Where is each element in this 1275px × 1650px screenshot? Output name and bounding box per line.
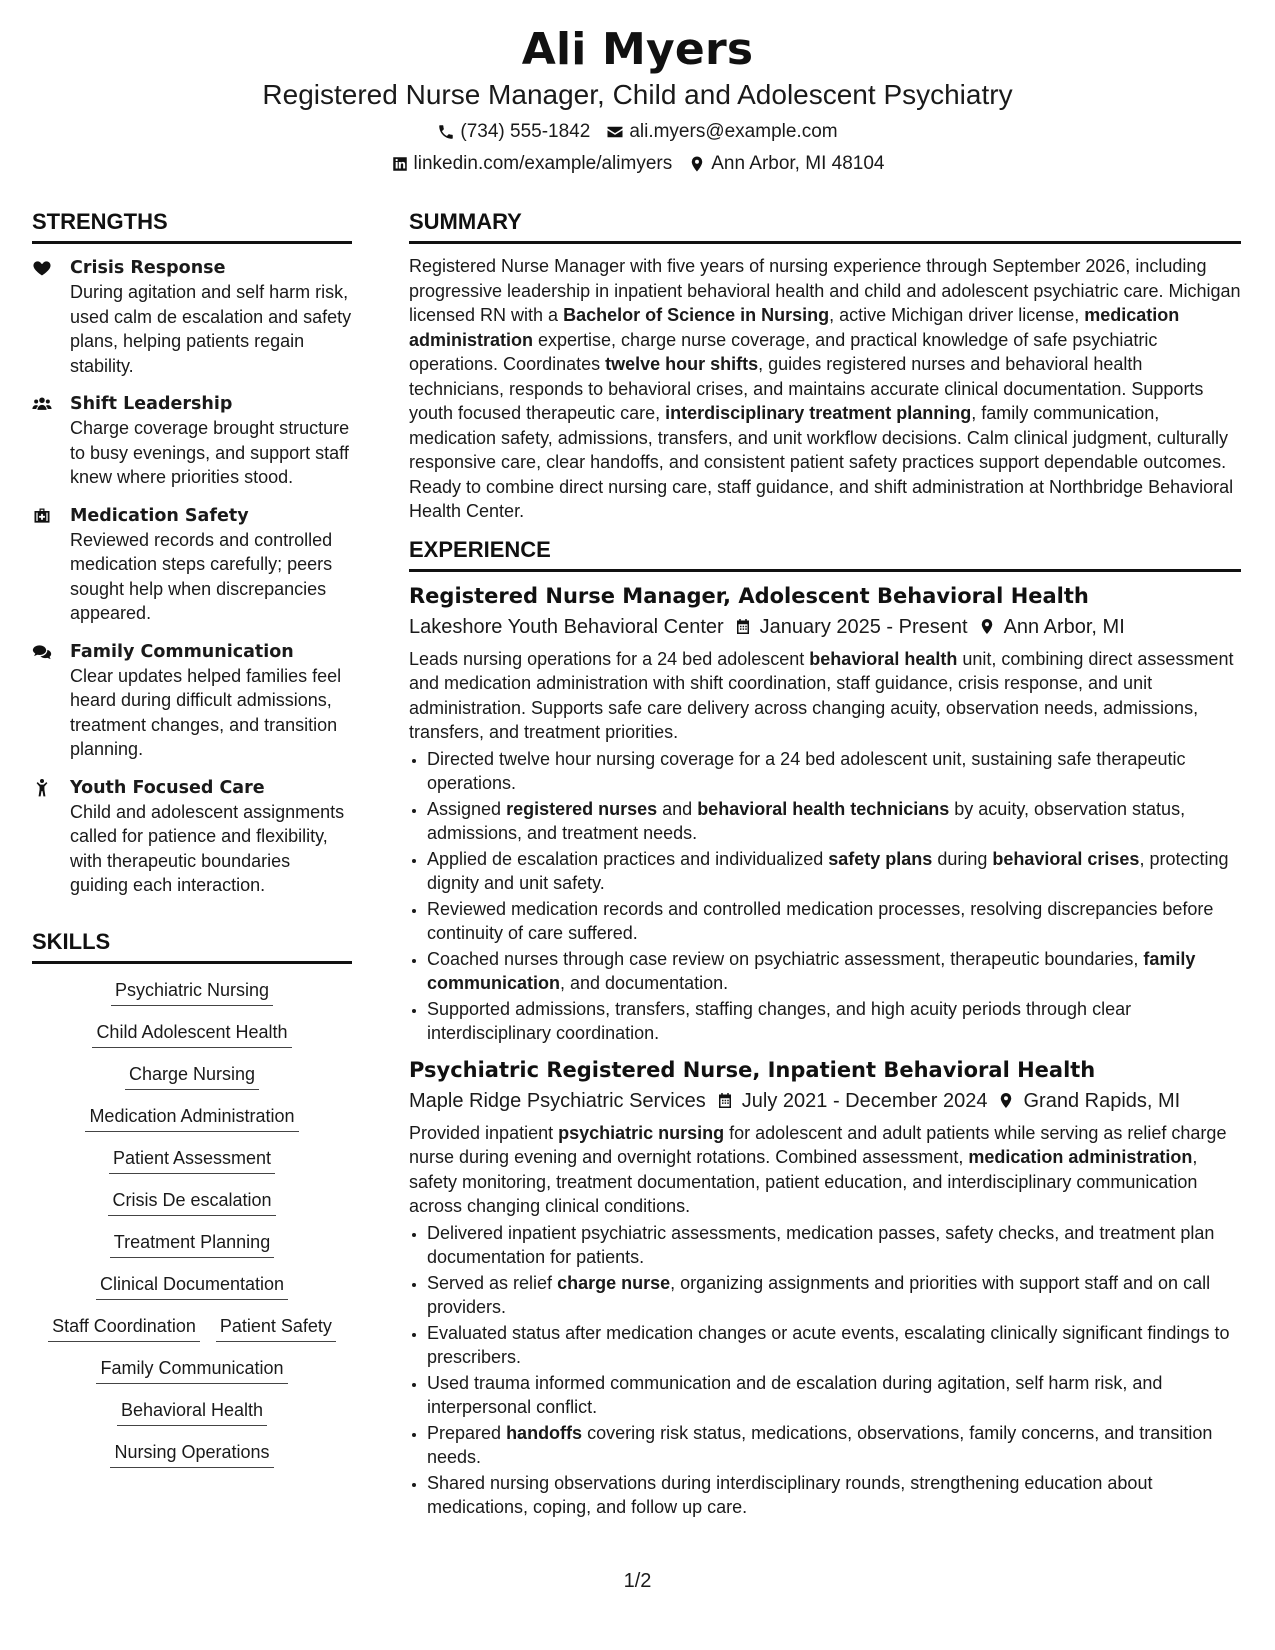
- bold-keyword: behavioral crises: [992, 848, 1140, 869]
- users-icon: [32, 394, 56, 416]
- job-dates: [734, 614, 968, 640]
- bold-keyword: twelve hour shifts: [605, 354, 759, 374]
- strength-desc: Reviewed records and controlled medication steps carefully; peers sought help when discrepancies appeared.: [70, 529, 333, 623]
- right-column: [409, 208, 1241, 1521]
- bullet-item: • Supported admissions, transfers, staffing changes, and high acuity periods through clear interdisciplinary coordination.: [427, 997, 1241, 1046]
- map-pin-icon: [688, 155, 706, 173]
- strength-title: Youth Focused Care: [70, 777, 265, 798]
- bullet-item: • Used trauma informed communication and de escalation during agitation, self harm risk, and interpersonal conflict.: [427, 1371, 1241, 1420]
- job-title: Psychiatric Registered Nurse, Inpatient Behavioral Health: [409, 1057, 1096, 1082]
- skill-tag: Medication Administration: [85, 1104, 298, 1132]
- contact-location: [688, 152, 884, 176]
- bullet-item: • Reviewed medication records and controlled medication processes, resolving discrepancies before continuity of care suffered.: [427, 897, 1241, 946]
- bold-keyword: psychiatric nursing: [558, 1122, 725, 1143]
- job-entry: [409, 582, 1241, 1046]
- skill-tag: Treatment Planning: [110, 1230, 274, 1258]
- job-bullets: [409, 747, 1241, 1046]
- strength-item: [32, 392, 352, 490]
- experience-title: EXPERIENCE: [409, 536, 1241, 572]
- bullet-item: • Served as relief charge nurse, organizing assignments and priorities with support staff and on call providers.: [427, 1271, 1241, 1320]
- skills-list: [32, 978, 352, 1468]
- phone-text: (734) 555-1842: [460, 121, 591, 142]
- job-meta: [409, 1088, 1241, 1114]
- location-text: Ann Arbor, MI 48104: [711, 153, 885, 174]
- contact-email[interactable]: [606, 120, 837, 144]
- bold-keyword: charge nurse: [557, 1272, 671, 1293]
- bold-keyword: family communication: [427, 948, 1196, 993]
- bold-keyword: medication administration: [968, 1147, 1193, 1167]
- job-company: Lakeshore Youth Behavioral Center: [409, 615, 724, 638]
- candidate-headline: Registered Nurse Manager, Child and Adolescent Psychiatry: [262, 79, 1013, 110]
- skill-tag: Patient Safety: [216, 1314, 336, 1342]
- medical-kit-icon: [32, 506, 56, 528]
- job-meta: [409, 614, 1241, 640]
- resume-header: [0, 24, 1275, 176]
- bullet-item: • Coached nurses through case review on psychiatric assessment, therapeutic boundaries, family communication, and documentation.: [427, 947, 1241, 996]
- page-number: 1/2: [623, 1570, 652, 1592]
- bullet-item: • Assigned registered nurses and behavioral health technicians by acuity, observation status, admissions, and treatment needs.: [427, 797, 1241, 846]
- job-location: [997, 1088, 1180, 1114]
- bold-keyword: Bachelor of Science in Nursing: [563, 305, 830, 325]
- contact-row-1: [0, 120, 1275, 144]
- bold-keyword: medication administration: [409, 305, 1180, 350]
- strength-desc: Child and adolescent assignments called for patience and flexibility, with therapeutic boundaries guiding each interaction.: [70, 801, 345, 895]
- linkedin-icon: [391, 155, 409, 173]
- heart-icon: [32, 258, 56, 280]
- skill-tag: Psychiatric Nursing: [111, 978, 273, 1006]
- skill-tag: Behavioral Health: [117, 1398, 267, 1426]
- skill-tag: Family Communication: [96, 1356, 287, 1384]
- strength-title: Shift Leadership: [70, 394, 233, 414]
- child-icon: [32, 778, 56, 800]
- bold-keyword: handoffs: [506, 1422, 583, 1443]
- strength-item: [32, 640, 352, 762]
- bullet-item: • Evaluated status after medication changes or acute events, escalating clinically significant findings to prescribers.: [427, 1321, 1241, 1370]
- skills-title: SKILLS: [32, 928, 352, 964]
- strength-desc: Clear updates helped families feel heard during difficult admissions, treatment changes, and transition planning.: [70, 665, 342, 759]
- skill-tag: Child Adolescent Health: [92, 1020, 291, 1048]
- strength-desc: Charge coverage brought structure to busy evenings, and support staff knew where priorities stood.: [70, 418, 350, 487]
- strength-item: [32, 504, 352, 626]
- phone-icon: [437, 123, 455, 141]
- job-dates: [716, 1088, 988, 1114]
- contact-phone: [437, 120, 590, 144]
- calendar-icon: [734, 617, 752, 636]
- contact-row-2: [0, 152, 1275, 176]
- strengths-list: [32, 256, 352, 898]
- contact-linkedin[interactable]: [391, 152, 673, 176]
- job-company: Maple Ridge Psychiatric Services: [409, 1089, 706, 1112]
- bullet-item: • Shared nursing observations during interdisciplinary rounds, strengthening education about medications, coping, and follow up care.: [427, 1471, 1241, 1520]
- job-location: [978, 614, 1125, 640]
- job-dates-text: January 2025 - Present: [759, 615, 968, 638]
- job-description: Leads nursing operations for a 24 bed adolescent behavioral health unit, combining direct assessment and medication administration with shift coordination, staff guidance, crisis response, and unit administration. Supports safe care delivery across changing acuity, observation needs, admissions, transfers, and treatment priorities.: [409, 648, 1234, 742]
- left-column: [32, 208, 352, 1468]
- map-pin-icon: [978, 617, 996, 636]
- bullet-item: • Prepared handoffs covering risk status, medications, observations, family concerns, and transition needs.: [427, 1421, 1241, 1470]
- bold-keyword: safety plans: [828, 848, 933, 869]
- skill-tag: Charge Nursing: [125, 1062, 259, 1090]
- email-text[interactable]: ali.myers@example.com: [629, 121, 838, 142]
- envelope-icon: [606, 123, 624, 141]
- calendar-icon: [716, 1091, 734, 1110]
- job-title: Registered Nurse Manager, Adolescent Behavioral Health: [409, 583, 1089, 608]
- bullet-item: • Directed twelve hour nursing coverage for a 24 bed adolescent unit, sustaining safe therapeutic operations.: [427, 747, 1241, 796]
- bold-keyword: registered nurses: [506, 798, 658, 819]
- skill-tag: Nursing Operations: [110, 1440, 273, 1468]
- strengths-title: STRENGTHS: [32, 208, 352, 244]
- bullet-item: • Delivered inpatient psychiatric assessments, medication passes, safety checks, and treatment plan documentation for patients.: [427, 1221, 1241, 1270]
- candidate-name: Ali Myers: [521, 24, 754, 75]
- skill-tag: Clinical Documentation: [96, 1272, 288, 1300]
- bold-keyword: behavioral health technicians: [697, 798, 950, 819]
- bold-keyword: behavioral health: [809, 648, 958, 669]
- skill-tag: Crisis De escalation: [108, 1188, 275, 1216]
- summary-title: SUMMARY: [409, 208, 1241, 244]
- job-bullets: [409, 1221, 1241, 1520]
- skill-tag: Staff Coordination: [48, 1314, 200, 1342]
- bullet-item: • Applied de escalation practices and individualized safety plans during behavioral crises, protecting dignity and unit safety.: [427, 847, 1241, 896]
- skill-tag: Patient Assessment: [109, 1146, 275, 1174]
- bold-keyword: interdisciplinary treatment planning: [665, 403, 972, 423]
- job-dates-text: July 2021 - December 2024: [741, 1089, 988, 1112]
- strength-desc: During agitation and self harm risk, used calm de escalation and safety plans, helping patients regain stability.: [70, 282, 352, 376]
- strength-title: Crisis Response: [70, 258, 226, 278]
- job-location-text: Grand Rapids, MI: [1023, 1089, 1181, 1112]
- strength-item: [32, 256, 352, 378]
- summary-text: Registered Nurse Manager with five years of nursing experience through September 2026, including progressive leadership in inpatient behavioral health and child and adolescent psychiatric care. Michigan licensed RN with a Bachelor of Science in Nursing, active Michigan driver license, medication administration expertise, charge nurse coverage, and practical knowledge of safe psychiatric operations. Coordinates twelve hour shifts, guides registered nurses and behavioral health technicians, responds to behavioral crises, and maintains accurate clinical documentation. Supports youth focused therapeutic care, interdisciplinary treatment planning, family communication, medication safety, admissions, transfers, and unit workflow decisions. Calm clinical judgment, culturally responsive care, clear handoffs, and consistent patient safety practices support dependable outcomes. Ready to combine direct nursing care, staff guidance, and shift administration at Northbridge Behavioral Health Center.: [409, 256, 1241, 521]
- job-entry: [409, 1056, 1241, 1520]
- job-location-text: Ann Arbor, MI: [1003, 615, 1125, 638]
- job-description: Provided inpatient psychiatric nursing for adolescent and adult patients while serving as relief charge nurse during evening and overnight rotations. Combined assessment, medication administration, safety monitoring, treatment documentation, patient education, and interdisciplinary communication across changing clinical conditions.: [409, 1122, 1227, 1216]
- map-pin-icon: [997, 1091, 1015, 1110]
- strength-item: [32, 776, 352, 898]
- chat-bubbles-icon: [32, 642, 56, 664]
- strength-title: Family Communication: [70, 641, 294, 662]
- linkedin-text[interactable]: linkedin.com/example/alimyers: [413, 153, 673, 174]
- strength-title: Medication Safety: [70, 505, 249, 526]
